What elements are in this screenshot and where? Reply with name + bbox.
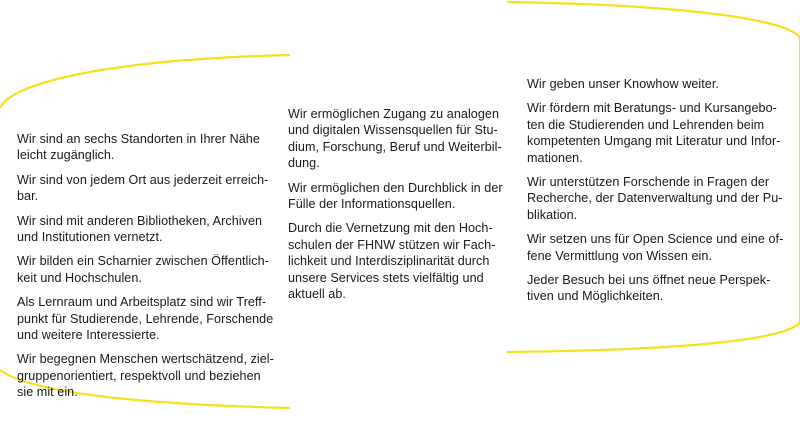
paragraph: Wir geben unser Knowhow weiter. — [527, 77, 719, 91]
paragraph: Wir bilden ein Scharnier zwischen Öffentlich-keit und Hochschulen. — [17, 254, 269, 285]
left-arc — [0, 55, 290, 108]
paragraph: Wir sind an sechs Standorten in Ihrer Nähe leicht zugänglich. — [17, 132, 260, 163]
paragraph: Wir ermöglichen Zugang zu analogen und digitalen Wissensquellen für Stu-dium, Forschung, Beruf und Weiterbil-dung. — [288, 107, 502, 171]
paragraph: Wir unterstützen Forschende in Fragen der Recherche, der Datenverwaltung und der Pu-blikation. — [527, 175, 783, 222]
paragraph: Wir sind mit anderen Bibliotheken, Archiven und Institutionen vernetzt. — [17, 213, 263, 245]
paragraph: Wir begegnen Menschen wertschätzend, ziel-gruppenorientiert, respektvoll und beziehen sie mit ein. — [17, 352, 274, 400]
paragraph: Durch die Vernetzung mit den Hoch-schulen der FHNW stützen wir Fach-lichkeit und Interdisziplinarität durch unsere Services stets vielfältig und aktuell ab. — [288, 221, 496, 302]
paragraph: Wir setzen uns für Open Science und eine of-fene Vermittlung von Wissen ein. — [527, 232, 784, 263]
column-zugang — [288, 106, 510, 310]
paragraph: Wir fördern mit Beratungs- und Kursangebo-ten die Studierenden und Lehrenden beim kompetenten Umgang mit Literatur und Infor-mationen. — [527, 101, 781, 165]
paragraph: Wir sind von jedem Ort aus jederzeit erreich-bar. — [17, 172, 269, 204]
paragraph: Wir ermöglichen den Durchblick in der Fülle der Informationsquellen. — [288, 180, 503, 212]
paragraph: Als Lernraum und Arbeitsplatz sind wir Treff-punkt für Studierende, Lehrende, Forschende und weitere Interessierte. — [17, 295, 274, 343]
column-knowhow — [527, 76, 785, 313]
paragraph: Jeder Besuch bei uns öffnet neue Perspek-tiven und Möglichkeiten. — [527, 273, 771, 304]
column-standorte — [17, 131, 275, 409]
